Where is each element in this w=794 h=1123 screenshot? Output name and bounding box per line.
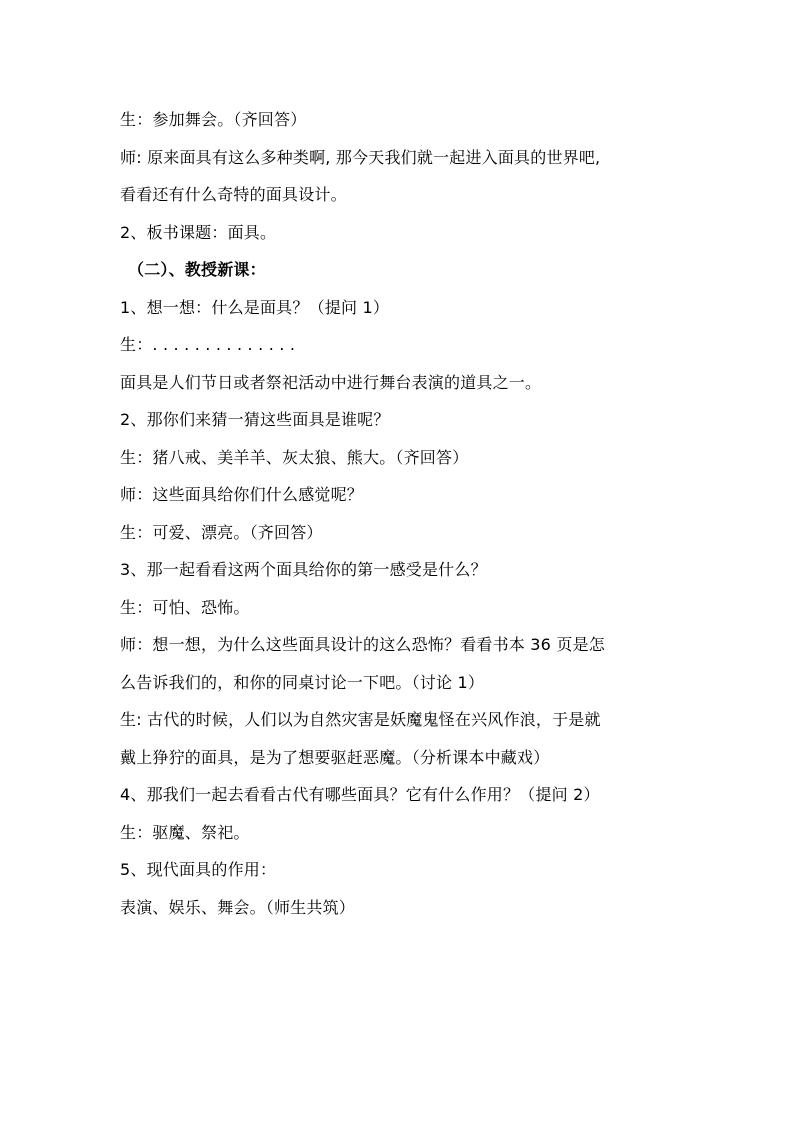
text-line: 生：可爱、漂亮。（齐回答）: [120, 522, 323, 542]
text-line: 4、那我们一起去看看古代有哪些面具？它有什么作用？（提问 2）: [120, 785, 600, 804]
text-line: 戴上狰狞的面具，是为了想要驱赶恶魔。（分析课本中藏戏）: [120, 747, 550, 767]
text-line: 看看还有什么奇特的面具设计。: [120, 185, 347, 204]
text-line: 生: 古代的时候，人们以为自然灾害是妖魔鬼怪在兴风作浪，于是就: [120, 710, 601, 729]
text-line: 么告诉我们的，和你的同桌讨论一下吧。（讨论 1）: [120, 672, 485, 692]
text-line: 1、想一想：什么是面具？（提问 1）: [120, 297, 390, 317]
text-line: 师：这些面具给你们什么感觉呢？: [120, 485, 364, 504]
text-line: 面具是人们节日或者祭祀活动中进行舞台表演的道具之一。: [120, 372, 542, 392]
text-line: 生：猪八戒、美羊羊、灰太狼、熊大。（齐回答）: [120, 447, 469, 467]
text-line: 表演、娱乐、舞会。（师生共筑）: [120, 897, 356, 917]
text-line: 师: 原来面具有这么多种类啊, 那今天我们就一起进入面具的世界吧,: [120, 147, 601, 167]
document-page: [120, 101, 680, 926]
text-line: 2、那你们来猜一猜这些面具是谁呢？: [120, 410, 390, 429]
text-line: 2、板书课题：面具。: [120, 222, 277, 242]
text-line: 生：. . . . . . . . . . . . . .: [120, 335, 296, 354]
text-line: 生：参加舞会。（齐回答）: [120, 110, 307, 129]
text-line: 5、现代面具的作用：: [120, 860, 277, 879]
section-heading: （二）、教授新课：: [128, 260, 266, 279]
text-line: 生：驱魔、祭祀。: [120, 822, 250, 842]
text-line: 生：可怕、恐怖。: [120, 597, 250, 617]
text-line: 3、那一起看看这两个面具给你的第一感受是什么？: [120, 560, 487, 579]
text-line: 师：想一想，为什么这些面具设计的这么恐怖？看看书本 36 页是怎: [120, 635, 605, 654]
